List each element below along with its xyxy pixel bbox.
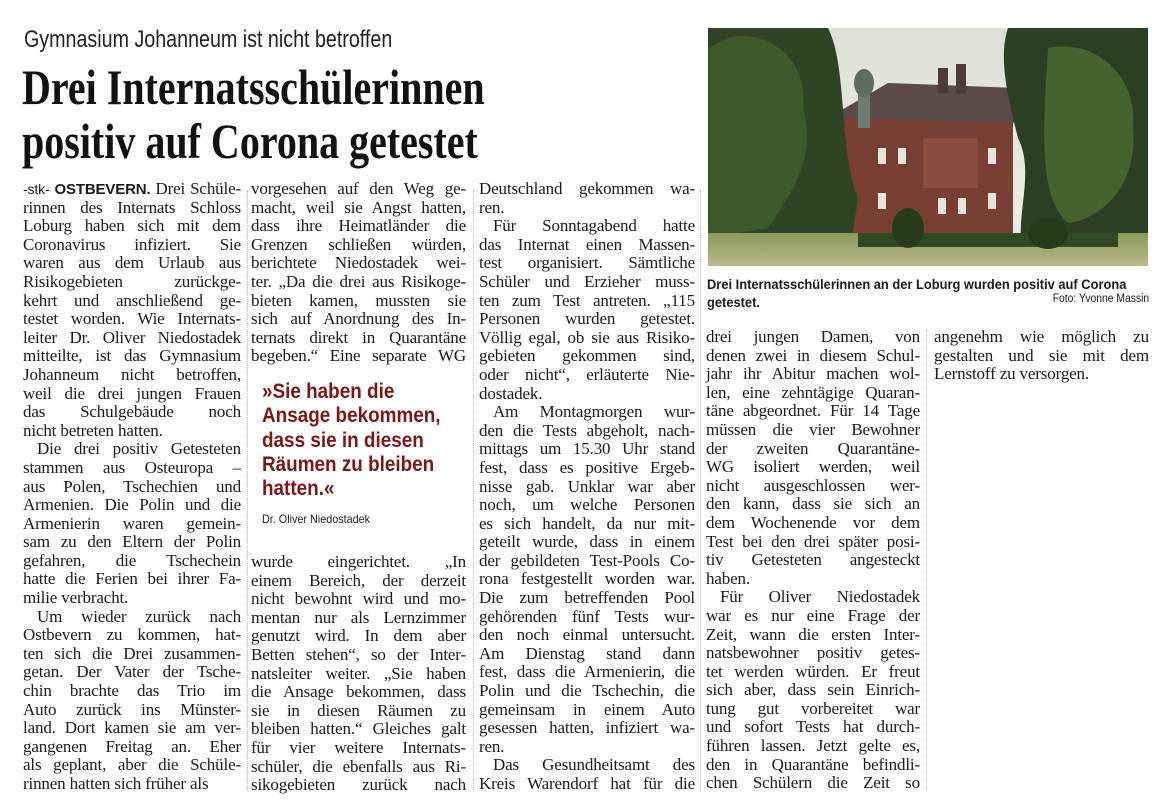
text-line: war es nur eine Frage der xyxy=(706,605,920,625)
text-line: schüler, die ebenfalls aus Ri- xyxy=(251,756,466,776)
text-line: das Internat einen Massen- xyxy=(479,234,695,254)
text-line: das Schulgebäude noch xyxy=(23,402,241,422)
text-line: Johanneum nicht betroffen, xyxy=(23,364,241,384)
text-line: Betten stehen“, so der Inter- xyxy=(251,644,466,664)
text-line: den die Tests abgeholt, nach- xyxy=(479,420,695,440)
pull-quote-line: hatten.« xyxy=(262,477,335,501)
text-line: der zweiten Quarantäne- xyxy=(706,438,920,458)
text-line: gebieten gekommen sind, xyxy=(479,346,695,366)
dateline-text: Drei Schüle- xyxy=(155,179,242,198)
text-line: den kann, dass sie sich an xyxy=(706,494,920,514)
text-line: tung gut vorbereitet war xyxy=(706,698,920,718)
text-line: nisse gab. Unklar war aber xyxy=(479,476,695,496)
text-line: es sich handelt, da nur mit- xyxy=(479,513,695,533)
pull-quote-line: dass sie in diesen xyxy=(262,428,424,452)
text-line: sikogebieten zurück nach xyxy=(251,775,466,795)
headline xyxy=(22,60,485,168)
text-line: gangenen Freitag an. Eher xyxy=(23,736,241,756)
text-line: rinnen hatten sich früher als xyxy=(23,774,209,793)
text-line xyxy=(23,180,241,199)
text-line: genutzt wird. In dem aber xyxy=(251,626,466,646)
text-line: ternats direkt in Quarantäne xyxy=(251,327,466,347)
text-line: sich auf Anordnung des In- xyxy=(251,309,466,329)
text-line: test organisiert. Sämtliche xyxy=(479,253,695,273)
column-divider xyxy=(700,190,701,790)
text-line: macht, weil sie Angst hatten, xyxy=(251,197,466,217)
text-line: oder nicht“, erläuterte Nie- xyxy=(479,364,695,384)
text-line: nicht betreten hatten. xyxy=(23,420,163,440)
pull-quote-attribution: Dr. Oliver Niedostadek xyxy=(262,512,371,526)
text-line: dass ihre Heimatländer die xyxy=(251,216,466,236)
text-line: für vier weitere Internats- xyxy=(251,737,466,757)
text-line: der gebildeten Test-Pools Co- xyxy=(479,550,695,570)
text-line: Personen wurden getestet. xyxy=(479,309,695,329)
text-line: Die zum betreffenden Pool xyxy=(479,588,695,608)
text-line: fest, dass die Armenierin, die xyxy=(479,662,695,682)
column-3 xyxy=(479,180,695,794)
text-line: begeben.“ Eine separate WG xyxy=(251,346,466,366)
text-line: rinnen des Internats Schloss xyxy=(23,197,241,217)
text-line: Armenierin waren gemein- xyxy=(23,513,241,533)
text-line: sam zu den Eltern der Polin xyxy=(23,532,241,552)
text-line: Für Oliver Niedostadek xyxy=(720,587,920,607)
dateline-prefix: -stk- xyxy=(23,181,50,197)
text-line: ter. „Da die drei aus Risikoge- xyxy=(251,271,466,291)
photo-caption: Drei Internatsschülerinnen an der Loburg wurden positiv auf Corona getestet. xyxy=(707,276,1127,310)
column-divider xyxy=(473,190,474,790)
kicker: Gymnasium Johanneum ist nicht betroffen xyxy=(24,26,393,53)
text-line: leiter Dr. Oliver Niedostadek xyxy=(23,327,241,347)
text-line: einem Bereich, der derzeit xyxy=(251,570,466,590)
text-line: WG isoliert werden, weil xyxy=(706,457,920,477)
text-line: tiv Getesteten angesteckt xyxy=(706,550,920,570)
text-line: Lernstoff zu versorgen. xyxy=(934,364,1090,384)
text-line: ren. xyxy=(479,736,505,756)
text-line: nicht ausgeschlossen wer- xyxy=(706,475,920,495)
text-line: fest, dass es positive Ergeb- xyxy=(479,457,695,477)
text-line: aus Polen, Tschechien und xyxy=(23,476,241,496)
text-line: milie verbracht. xyxy=(23,588,129,608)
text-line: den in Quarantäne befindli- xyxy=(706,754,920,774)
text-line: gefahren, die Tschechein xyxy=(23,550,241,570)
text-line: land. Dort kamen sie am ver- xyxy=(23,718,241,738)
column-2-bottom xyxy=(251,553,466,795)
text-line: dostadek. xyxy=(479,383,543,403)
headline-line: Drei Internatsschülerinnen xyxy=(22,59,485,115)
text-line: Für Sonntagabend hatte xyxy=(493,216,695,236)
text-line: ten zum Test antreten. „115 xyxy=(479,290,695,310)
text-line: dem Wochenende vor dem xyxy=(706,512,920,532)
text-line: Schüler und Erzieher muss- xyxy=(479,271,695,291)
text-line: Loburg haben sich mit dem xyxy=(23,216,241,236)
text-line: Test bei den drei später posi- xyxy=(706,531,920,551)
text-line: Am Montagmorgen wur- xyxy=(493,402,695,422)
photo-loburg-castle xyxy=(708,28,1148,266)
text-line: geteilt wurde, dass in einem xyxy=(479,532,695,552)
text-line: Grenzen schließen würden, xyxy=(251,234,466,254)
text-line: berichtete Niedostadek wei- xyxy=(251,253,466,273)
text-line: Die drei positiv Getesteten xyxy=(37,439,241,459)
pull-quote-line: Ansage bekommen, xyxy=(262,404,441,428)
text-line: gehörenden fünf Tests wur- xyxy=(479,606,695,626)
text-line: nicht bewohnt wird und mo- xyxy=(251,589,466,609)
column-4 xyxy=(706,328,920,793)
text-line: Armenien. Die Polin und die xyxy=(23,495,241,515)
text-line: gestalten und sie mit dem xyxy=(934,345,1149,365)
text-line: vorgesehen auf den Weg ge- xyxy=(251,179,466,198)
text-line: wurde eingerichtet. „In xyxy=(251,552,466,571)
text-line: gesessen hatten, infiziert wa- xyxy=(479,718,695,738)
text-line: die Ansage bekommen, dass xyxy=(251,682,466,702)
text-line: weil die drei jungen Frauen xyxy=(23,383,241,403)
text-line: Deutschland gekommen wa- xyxy=(479,179,695,198)
text-line: den noch einmal untersucht. xyxy=(479,625,695,645)
text-line: Kreis Warendorf hat für die xyxy=(479,774,695,793)
column-divider xyxy=(247,190,248,790)
text-line: tet werden würden. Er freut xyxy=(706,661,920,681)
text-line: Polin und die Tschechin, die xyxy=(479,681,695,701)
headline-line: positiv auf Corona getestet xyxy=(22,113,478,169)
text-line: sich aber, dass sein Einrich- xyxy=(706,680,920,700)
column-divider xyxy=(926,330,927,790)
text-line: als geplant, aber die Schüle- xyxy=(23,755,241,775)
text-line: chin brachte das Trio im xyxy=(23,681,241,701)
text-line: Risikogebieten zurückge- xyxy=(23,271,241,291)
text-line: bieten kamen, mussten sie xyxy=(251,290,466,310)
text-line: führen lassen. Jetzt gelte es, xyxy=(706,736,920,756)
text-line: sie in diesen Räumen zu xyxy=(251,700,466,720)
text-line: Um wieder zurück nach xyxy=(37,606,241,626)
text-line: natsbewohner positiv getes- xyxy=(706,643,920,663)
text-line: angenehm wie möglich zu xyxy=(934,327,1149,346)
text-line: Völlig egal, ob sie aus Risiko- xyxy=(479,327,695,347)
text-line: jahr ihr Abitur machen wol- xyxy=(706,364,920,384)
text-line: Coronavirus infiziert. Sie xyxy=(23,234,241,254)
text-line: drei jungen Damen, von xyxy=(706,327,920,346)
text-line: täne abgeordnet. Für 14 Tage xyxy=(706,401,920,421)
text-line: waren aus dem Urlaub aus xyxy=(23,253,241,273)
text-line: ren. xyxy=(479,197,505,217)
column-5 xyxy=(934,328,1149,384)
pull-quote-line: »Sie haben die xyxy=(262,380,395,403)
text-line: mentan nur als Lernzimmer xyxy=(251,607,466,627)
text-line: gemeinsam in einem Auto xyxy=(479,699,695,719)
dateline-location: OSTBEVERN. xyxy=(54,181,151,198)
pull-quote xyxy=(262,380,451,501)
pull-quote-line: Räumen zu bleiben xyxy=(262,452,435,476)
text-line: kehrt und anschließend ge- xyxy=(23,290,241,310)
text-line: Am Dienstag stand dann xyxy=(479,643,695,663)
text-line: getan. Der Vater der Tsche- xyxy=(23,662,241,682)
text-line: natsleiter weiter. „Sie haben xyxy=(251,663,466,683)
text-line: Auto zurück ins Münster- xyxy=(23,699,241,719)
text-line: Ostbevern zu kommen, hat- xyxy=(23,625,241,645)
text-line: und sofort Tests hat durch- xyxy=(706,717,920,737)
text-line: mittags um 15.30 Uhr stand xyxy=(479,439,695,459)
text-line: hatte die Ferien bei ihrer Fa- xyxy=(23,569,241,589)
text-line: bleiben hatten.“ Gleiches galt xyxy=(251,719,466,739)
text-line: Zeit, wann die ersten Inter- xyxy=(706,624,920,644)
text-line: denen zwei in diesem Schul- xyxy=(706,345,920,365)
text-line: mitteilte, ist das Gymnasium xyxy=(23,346,241,366)
text-line: testet worden. Wie Internats- xyxy=(23,309,241,329)
text-line: haben. xyxy=(706,568,750,588)
text-line: len, eine zehntägige Quaran- xyxy=(706,382,920,402)
column-1 xyxy=(23,180,241,794)
text-line: müssen die vier Bewohner xyxy=(706,419,920,439)
text-line: Das Gesundheitsamt des xyxy=(493,755,695,775)
photo-credit: Foto: Yvonne Massin xyxy=(1052,293,1149,305)
text-line: chen Schülern die Zeit so xyxy=(706,773,920,793)
text-line: stammen aus Osteuropa – xyxy=(23,457,241,477)
text-line: noch, um welche Personen xyxy=(479,495,695,515)
column-2-top xyxy=(251,180,466,366)
text-line: ten sich die Drei zusammen- xyxy=(23,643,241,663)
text-line: rona festgestellt worden war. xyxy=(479,569,695,589)
